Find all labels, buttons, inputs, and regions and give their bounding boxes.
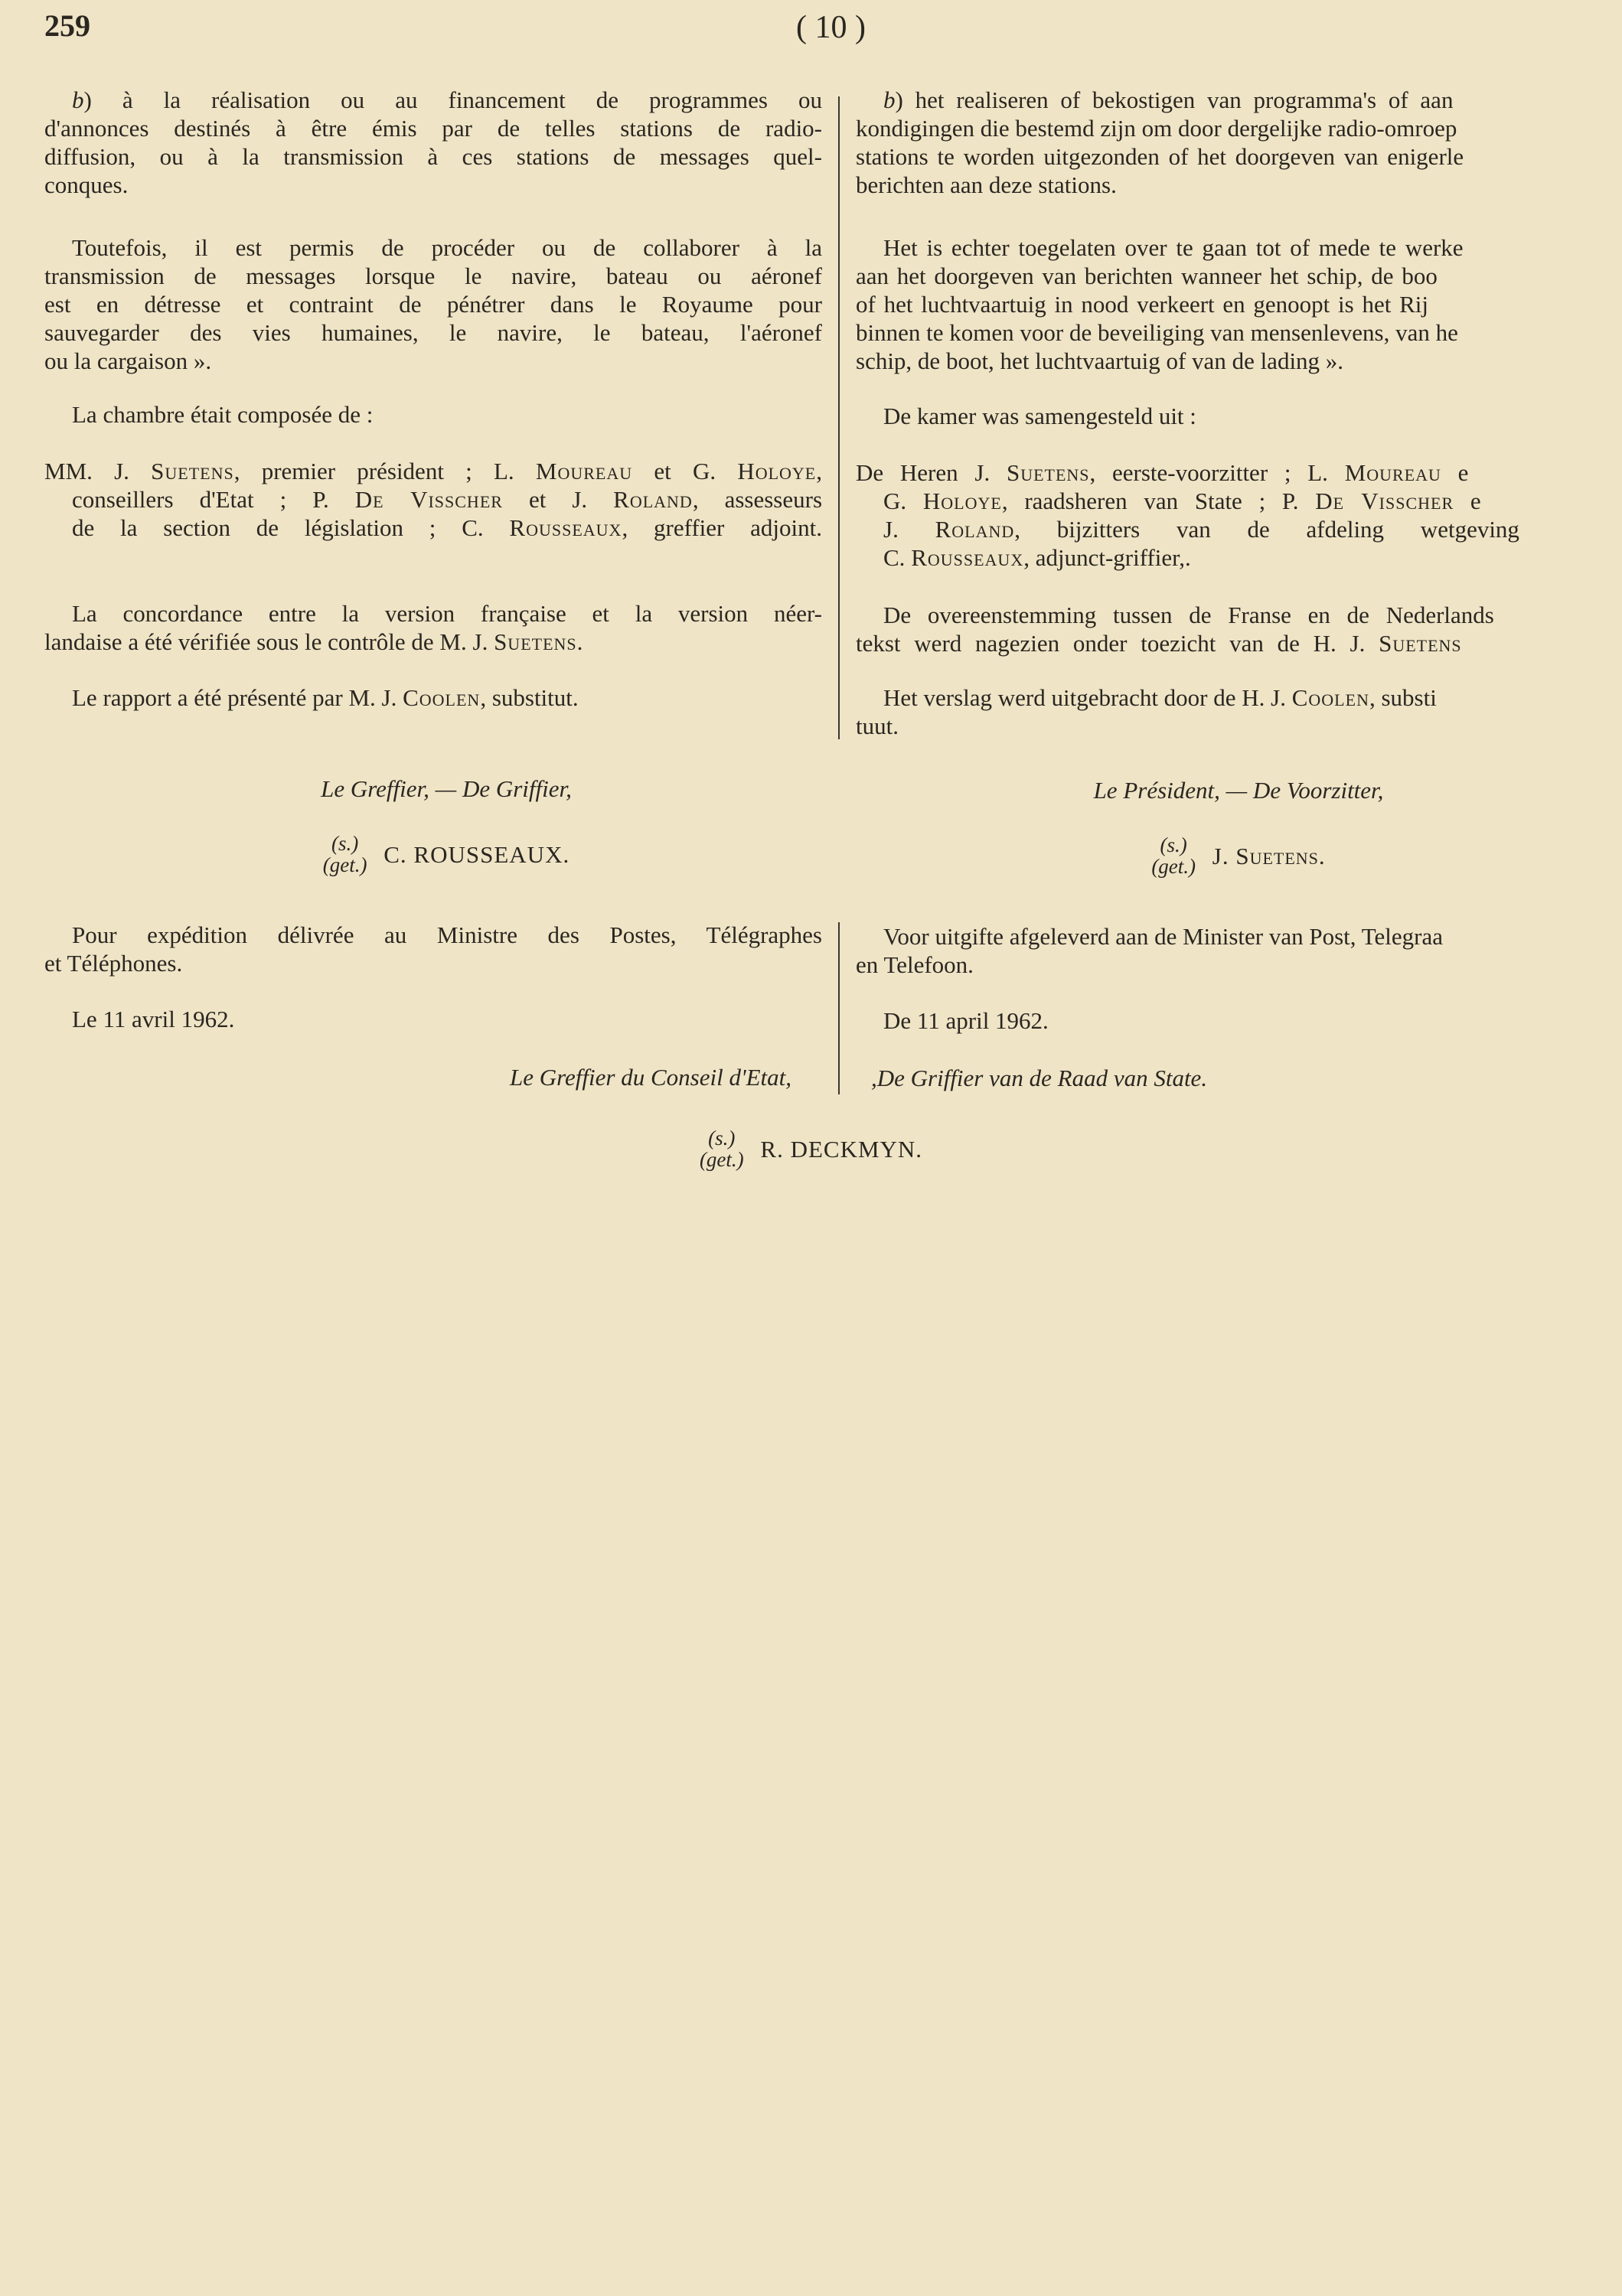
- french-p4-line-2: conseillers d'Etat ; P. De Visscher et J. Roland, assesseurs: [72, 486, 823, 513]
- dutch-block-2: [856, 233, 1622, 375]
- final-signature-name: R. DECKMYN.: [760, 1135, 923, 1163]
- french-block-9: [44, 1063, 822, 1091]
- dutch-p5-line-1: De overeenstemming tussen de Franse en de Nederlands: [883, 602, 1494, 628]
- dutch-p1-line-3: stations te worden uitgezonden of het doorgeven van enigerle: [856, 143, 1464, 170]
- column-divider-bottom: [838, 922, 840, 1094]
- dutch-p1-line-2: kondigingen die bestemd zijn om door dergelijke radio-omroep: [856, 115, 1457, 142]
- dutch-p2-line-3: of het luchtvaartuig in nood verkeert en genoopt is het Rij: [856, 291, 1428, 318]
- french-block-7: [44, 921, 822, 977]
- dutch-date: De 11 april 1962.: [883, 1007, 1049, 1034]
- abbr-get: (get.): [699, 1148, 744, 1171]
- dutch-block-7: [856, 922, 1622, 979]
- abbr-s: (s.): [331, 832, 359, 855]
- french-p1-line-4: conques.: [44, 171, 129, 198]
- french-date: Le 11 avril 1962.: [72, 1006, 235, 1032]
- abbr-s: (s.): [708, 1127, 736, 1150]
- abbr-get: (get.): [1151, 855, 1196, 878]
- dutch-p2-line-4: binnen te komen voor de beveiliging van mensenlevens, van he: [856, 319, 1458, 346]
- dutch-p6-line-1: Het verslag werd uitgebracht door de H. J. Coolen, substi: [883, 684, 1437, 711]
- dutch-block-5: [856, 601, 1622, 657]
- french-p4-line-1: MM. J. Suetens, premier président ; L. Moureau et G. Holoye,: [44, 458, 822, 484]
- dutch-signature-title: Le Président, — De Voorzitter,: [1093, 777, 1384, 804]
- sheet-number: ( 10 ): [796, 10, 866, 45]
- french-block-4: [44, 457, 822, 542]
- french-block-5: [44, 599, 822, 656]
- french-p1-line-2: d'annonces destinés à être émis par de telles stations de radio-: [44, 115, 822, 142]
- dutch-block-9: [856, 1064, 1622, 1092]
- french-signature-abbr: [323, 833, 367, 876]
- dutch-p5-line-2: tekst werd nagezien onder toezicht van de H. J. Suetens: [856, 630, 1462, 657]
- dutch-p4-line-2: G. Holoye, raadsheren van State ; P. De Visscher e: [883, 488, 1481, 514]
- final-signature: [0, 1127, 1622, 1170]
- french-clerk-title: Le Greffier du Conseil d'Etat,: [510, 1064, 791, 1091]
- french-p2-line-3: est en détresse et contraint de pénétrer dans le Royaume pour: [44, 291, 822, 318]
- dutch-block-8: [856, 1006, 1622, 1035]
- french-block-2: [44, 233, 822, 375]
- dutch-p2-line-5: schip, de boot, het luchtvaartuig of van de lading ».: [856, 347, 1344, 374]
- dutch-p6-line-2: tuut.: [856, 713, 899, 739]
- french-p1-line-1: b) à la réalisation ou au financement de programmes ou: [72, 86, 822, 113]
- dutch-block-3: [856, 402, 1622, 430]
- dutch-signature-name: J. Suetens.: [1212, 842, 1326, 869]
- french-chamber-intro: La chambre était composée de :: [72, 401, 374, 428]
- dutch-block-4: [856, 458, 1622, 572]
- dutch-p2-line-1: Het is echter toegelaten over te gaan tot of mede te werke: [883, 234, 1464, 261]
- french-p2-line-5: ou la cargaison ».: [44, 347, 212, 374]
- french-p7-line-1: Pour expédition délivrée au Ministre des Postes, Télégraphes: [72, 921, 822, 948]
- dutch-chamber-intro: De kamer was samengesteld uit :: [883, 403, 1196, 429]
- french-p1-line-3: diffusion, ou à la transmission à ces stations de messages quel-: [44, 143, 822, 170]
- french-signature: [44, 833, 848, 876]
- dutch-p7-line-2: en Telefoon.: [856, 951, 974, 978]
- french-p4-line-3: de la section de législation ; C. Rousseaux, greffier adjoint.: [72, 514, 822, 541]
- french-report: Le rapport a été présenté par M. J. Coolen, substitut.: [72, 684, 579, 711]
- dutch-signature: [856, 834, 1621, 877]
- page-header: [0, 8, 1622, 54]
- dutch-block-1: [856, 86, 1622, 199]
- dutch-p2-line-2: aan het doorgeven van berichten wanneer het schip, de boo: [856, 263, 1438, 289]
- french-block-3: [44, 400, 822, 429]
- dutch-p7-line-1: Voor uitgifte afgeleverd aan de Minister van Post, Telegraa: [883, 923, 1443, 950]
- abbr-get: (get.): [322, 853, 367, 876]
- dutch-signature-abbr: [1151, 834, 1196, 877]
- column-divider-top: [838, 96, 840, 739]
- dutch-block-6: [856, 683, 1622, 740]
- french-signature-title: Le Greffier, — De Griffier,: [321, 775, 572, 802]
- french-p5-line-1: La concordance entre la version française et la version néer-: [72, 600, 822, 627]
- dutch-p4-line-3: J. Roland, bijzitters van de afdeling wetgeving: [883, 516, 1519, 543]
- dutch-p1-line-1: b) het realiseren of bekostigen van programma's of aan: [883, 86, 1454, 113]
- french-p2-line-1: Toutefois, il est permis de procéder ou de collaborer à la: [72, 234, 822, 261]
- french-block-1: [44, 86, 822, 208]
- final-signature-abbr: [700, 1127, 744, 1170]
- french-p2-line-4: sauvegarder des vies humaines, le navire, le bateau, l'aéronef: [44, 319, 822, 346]
- abbr-s: (s.): [1160, 833, 1187, 856]
- dutch-p4-line-1: De Heren J. Suetens, eerste-voorzitter ; L. Moureau e: [856, 459, 1469, 486]
- french-block-8: [44, 1005, 822, 1033]
- page-number: 259: [44, 8, 90, 43]
- dutch-clerk-title: ,De Griffier van de Raad van State.: [871, 1065, 1208, 1091]
- french-p5-line-2: landaise a été vérifiée sous le contrôle de M. J. Suetens.: [44, 628, 583, 655]
- french-signature-name: C. ROUSSEAUX.: [383, 840, 570, 868]
- french-block-6: [44, 683, 822, 712]
- french-p2-line-2: transmission de messages lorsque le navire, bateau ou aéronef: [44, 263, 822, 289]
- dutch-p4-line-4: C. Rousseaux, adjunct-griffier,.: [883, 544, 1191, 571]
- french-p7-line-2: et Téléphones.: [44, 950, 183, 977]
- dutch-p1-line-4: berichten aan deze stations.: [856, 171, 1117, 198]
